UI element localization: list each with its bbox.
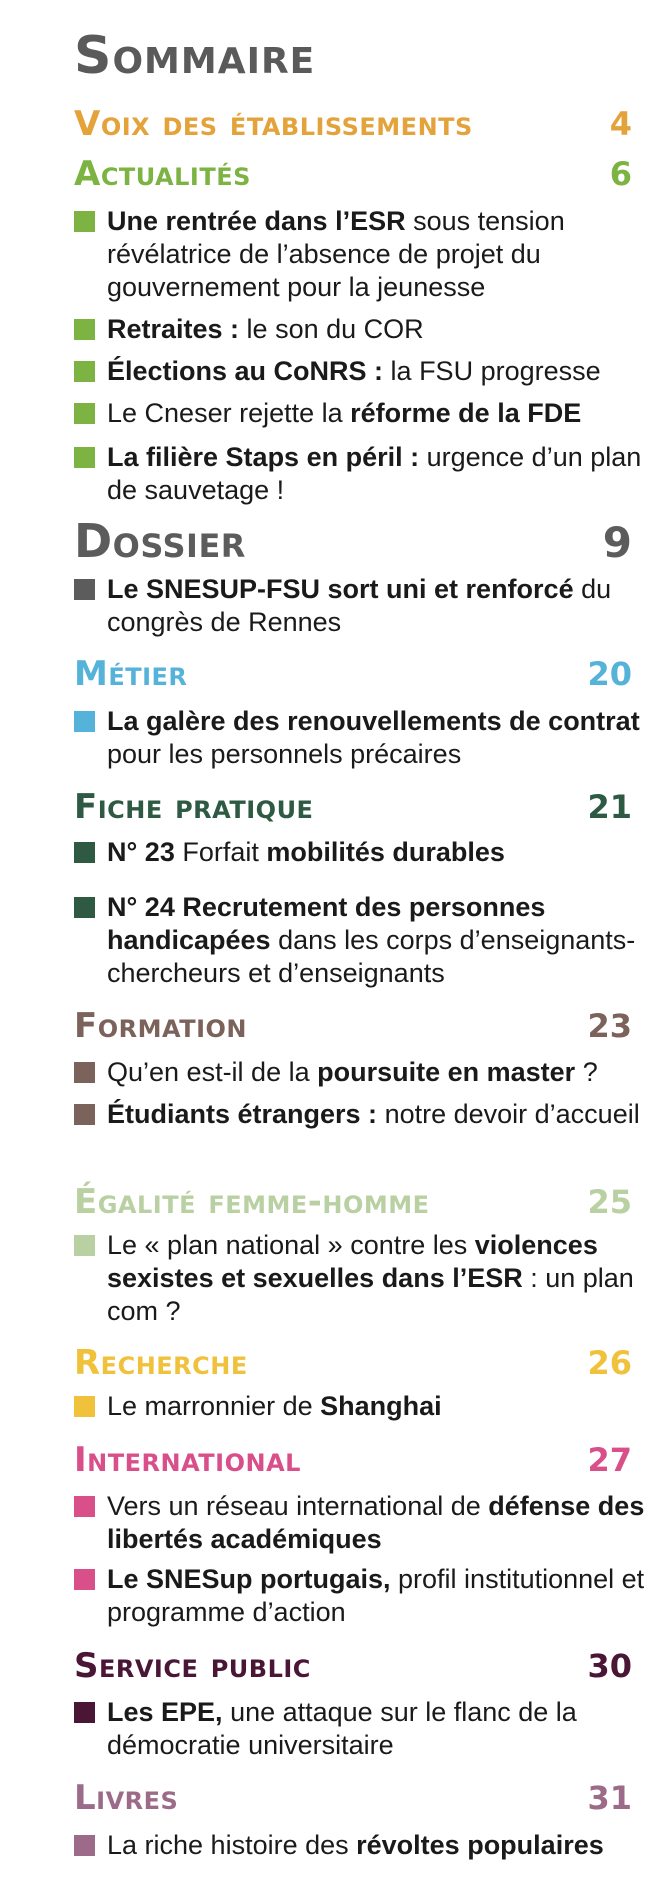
list-item[interactable]: Le SNESup portugais, profil institutionnel et programme d’action xyxy=(74,1563,654,1629)
list-item[interactable]: Retraites : le son du COR xyxy=(74,313,654,346)
section-page-number: 6 xyxy=(609,155,632,193)
bullet-square-icon xyxy=(74,711,95,732)
section-page-number: 23 xyxy=(587,1007,632,1045)
section-page-number: 9 xyxy=(602,518,632,567)
bullet-square-icon xyxy=(74,1702,95,1723)
list-item[interactable]: Qu’en est-il de la poursuite en master ? xyxy=(74,1056,654,1089)
section-page-number: 21 xyxy=(587,788,632,826)
list-item[interactable]: La galère des renouvellements de contrat pour les personnels précaires xyxy=(74,705,654,771)
bullet-square-icon xyxy=(74,319,95,340)
list-item[interactable]: Vers un réseau international de défense des libertés académiques xyxy=(74,1490,654,1556)
section-metier[interactable] xyxy=(74,654,632,694)
bullet-square-icon xyxy=(74,1569,95,1590)
section-page-number: 20 xyxy=(587,655,632,693)
bullet-square-icon xyxy=(74,1396,95,1417)
section-name: Égalité femme-homme xyxy=(74,1182,430,1222)
section-name: Dossier xyxy=(74,514,246,568)
list-item[interactable]: La filière Staps en péril : urgence d’un plan de sauvetage ! xyxy=(74,441,654,507)
bullet-square-icon xyxy=(74,361,95,382)
list-item[interactable]: Le SNESUP-FSU sort uni et renforcé du congrès de Rennes xyxy=(74,573,654,639)
list-item[interactable]: Étudiants étrangers : notre devoir d’accueil xyxy=(74,1098,654,1131)
list-item[interactable]: La riche histoire des révoltes populaires xyxy=(74,1829,654,1862)
section-name: Livres xyxy=(74,1778,179,1818)
section-recherche[interactable] xyxy=(74,1343,632,1383)
bullet-square-icon xyxy=(74,897,95,918)
section-voix-des-etablissements[interactable] xyxy=(74,104,632,144)
list-item[interactable]: N° 24 Recrutement des personnes handicapées dans les corps d’enseignants-chercheurs et d’enseignants xyxy=(74,891,654,990)
section-service-public[interactable] xyxy=(74,1646,632,1686)
section-name: International xyxy=(74,1440,301,1480)
bullet-square-icon xyxy=(74,403,95,424)
section-name: Métier xyxy=(74,654,188,694)
bullet-square-icon xyxy=(74,1104,95,1125)
section-dossier[interactable] xyxy=(74,514,632,568)
section-page-number: 26 xyxy=(587,1344,632,1382)
bullet-square-icon xyxy=(74,211,95,232)
list-item[interactable]: Le « plan national » contre les violences sexistes et sexuelles dans l’ESR : un plan com ? xyxy=(74,1229,654,1328)
section-international[interactable] xyxy=(74,1440,632,1480)
section-actualites[interactable] xyxy=(74,154,632,194)
bullet-square-icon xyxy=(74,579,95,600)
section-page-number: 4 xyxy=(609,105,632,143)
list-item[interactable]: Le Cneser rejette la réforme de la FDE xyxy=(74,397,654,430)
section-name: Fiche pratique xyxy=(74,787,314,827)
page-title: Sommaire xyxy=(74,26,316,86)
section-name: Service public xyxy=(74,1646,311,1686)
bullet-square-icon xyxy=(74,1496,95,1517)
section-livres[interactable] xyxy=(74,1778,632,1818)
list-item[interactable]: N° 23 Forfait mobilités durables xyxy=(74,836,654,869)
bullet-square-icon xyxy=(74,1235,95,1256)
section-egalite-femme-homme[interactable] xyxy=(74,1182,632,1222)
section-page-number: 25 xyxy=(587,1183,632,1221)
section-name: Recherche xyxy=(74,1343,248,1383)
section-name: Voix des établissements xyxy=(74,104,473,144)
section-name: Actualités xyxy=(74,154,251,194)
section-fiche-pratique[interactable] xyxy=(74,787,632,827)
list-item[interactable]: Une rentrée dans l’ESR sous tension révélatrice de l’absence de projet du gouvernement pour la jeunesse xyxy=(74,205,654,304)
bullet-square-icon xyxy=(74,1835,95,1856)
section-formation[interactable] xyxy=(74,1006,632,1046)
bullet-square-icon xyxy=(74,842,95,863)
section-page-number: 31 xyxy=(587,1779,632,1817)
bullet-square-icon xyxy=(74,1062,95,1083)
list-item[interactable]: Élections au CoNRS : la FSU progresse xyxy=(74,355,654,388)
list-item[interactable]: Le marronnier de Shanghai xyxy=(74,1390,654,1423)
section-page-number: 30 xyxy=(587,1647,632,1685)
bullet-square-icon xyxy=(74,447,95,468)
section-page-number: 27 xyxy=(587,1441,632,1479)
section-name: Formation xyxy=(74,1006,247,1046)
list-item[interactable]: Les EPE, une attaque sur le flanc de la démocratie universitaire xyxy=(74,1696,654,1762)
